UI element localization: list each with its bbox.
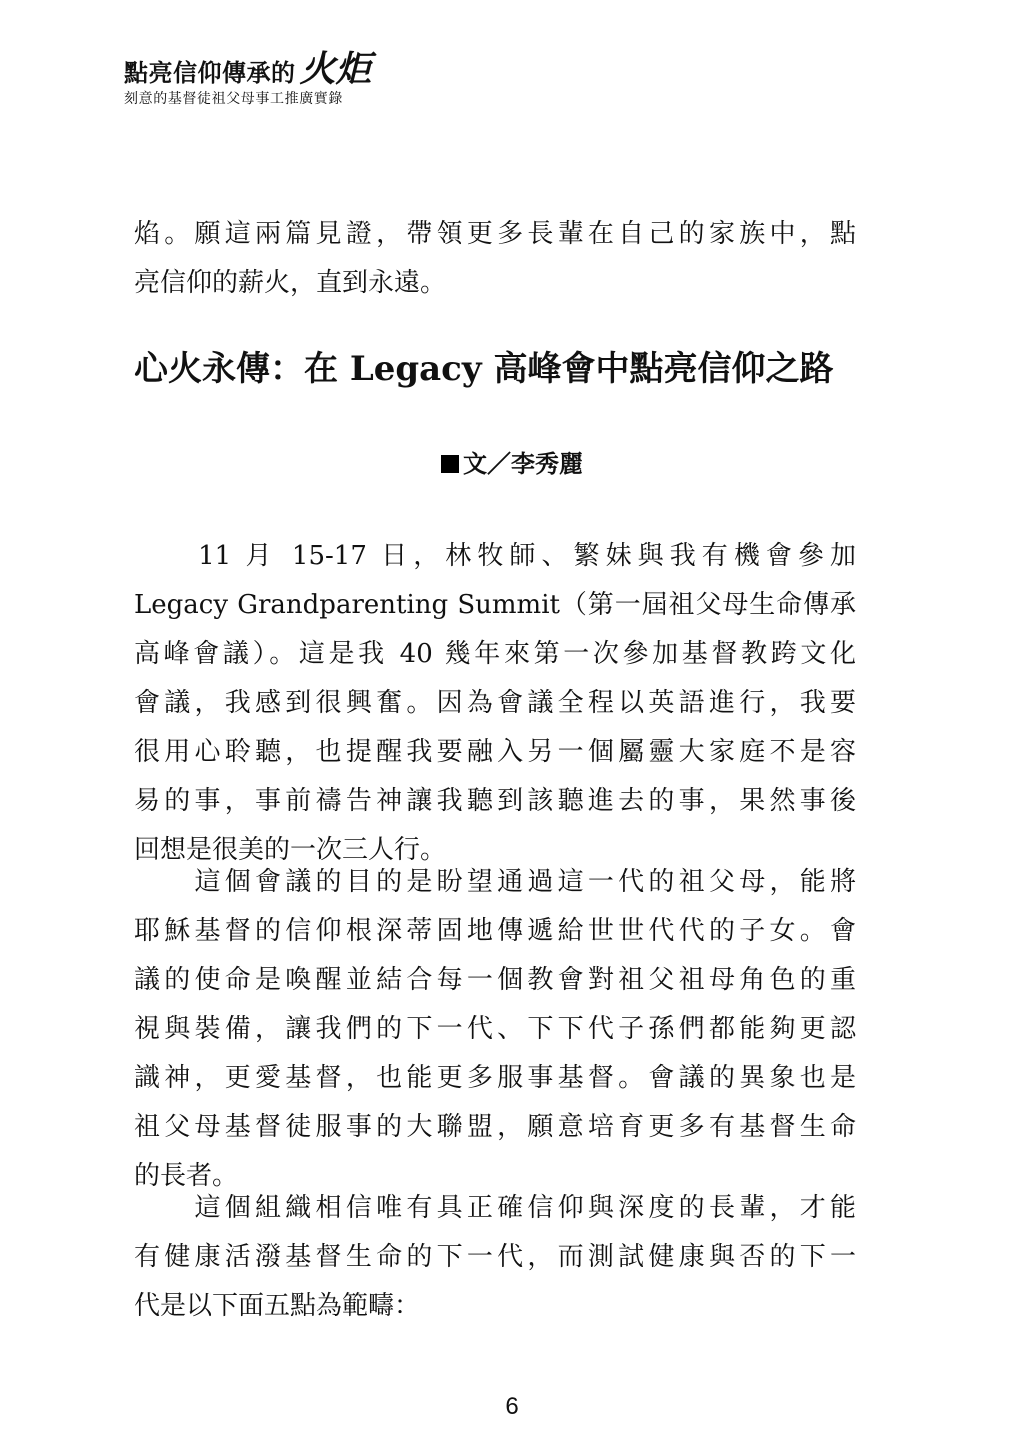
text-line: 這個會議的目的是盼望通過這一代的祖父母，能將: [134, 867, 856, 897]
paragraph-1: [134, 532, 856, 875]
page-number: 6: [505, 1393, 519, 1420]
text-line: 的長者。: [134, 1161, 239, 1191]
byline-text: 文／李秀麗: [463, 450, 583, 478]
text-line: 有健康活潑基督生命的下一代，而測試健康與否的下一: [134, 1242, 856, 1272]
text-line: 易的事，事前禱告神讓我聽到該聽進去的事，果然事後: [134, 786, 856, 816]
text-line: 11 月 15-17 日，林牧師、繁妹與我有機會參加: [134, 541, 856, 571]
header-subtitle: 刻意的基督徒祖父母事工推廣實錄: [124, 91, 343, 107]
text-line: 回想是很美的一次三人行。: [134, 835, 447, 865]
paragraph-3: [134, 1184, 856, 1331]
article-title: 心火永傳：在 Legacy 高峰會中點亮信仰之路: [134, 349, 834, 389]
text-line: 亮信仰的薪火，直到永遠。: [134, 268, 447, 298]
header-title-row: [124, 50, 372, 88]
text-line: 高峰會議）。這是我 40 幾年來第一次參加基督教跨文化: [134, 639, 856, 669]
text-line: Legacy Grandparenting Summit（第一屆祖父母生命傳承: [134, 590, 856, 620]
text-line: 很用心聆聽，也提醒我要融入另一個屬靈大家庭不是容: [134, 737, 856, 767]
text-line: 議的使命是喚醒並結合每一個教會對祖父祖母角色的重: [134, 965, 856, 995]
paragraph-2: [134, 858, 856, 1201]
text-line: 焰。願這兩篇見證，帶領更多長輩在自己的家族中，點: [134, 219, 856, 249]
square-bullet-icon: [441, 455, 459, 473]
text-line: 會議，我感到很興奮。因為會議全程以英語進行，我要: [134, 688, 856, 718]
text-line: 這個組織相信唯有具正確信仰與深度的長輩，才能: [134, 1193, 856, 1223]
text-line: 視與裝備，讓我們的下一代、下下代子孫們都能夠更認: [134, 1014, 856, 1044]
text-line: 識神，更愛基督，也能更多服事基督。會議的異象也是: [134, 1063, 856, 1093]
text-line: 代是以下面五點為範疇：: [134, 1291, 421, 1321]
text-line: 祖父母基督徒服事的大聯盟，願意培育更多有基督生命: [134, 1112, 856, 1142]
running-header: [124, 50, 372, 108]
byline: [0, 444, 1024, 484]
intro-paragraph: [134, 210, 856, 308]
header-title: 點亮信仰傳承的: [124, 59, 296, 87]
text-line: 耶穌基督的信仰根深蒂固地傳遞給世世代代的子女。會: [134, 916, 856, 946]
header-logo-text: 火炬: [299, 48, 372, 90]
